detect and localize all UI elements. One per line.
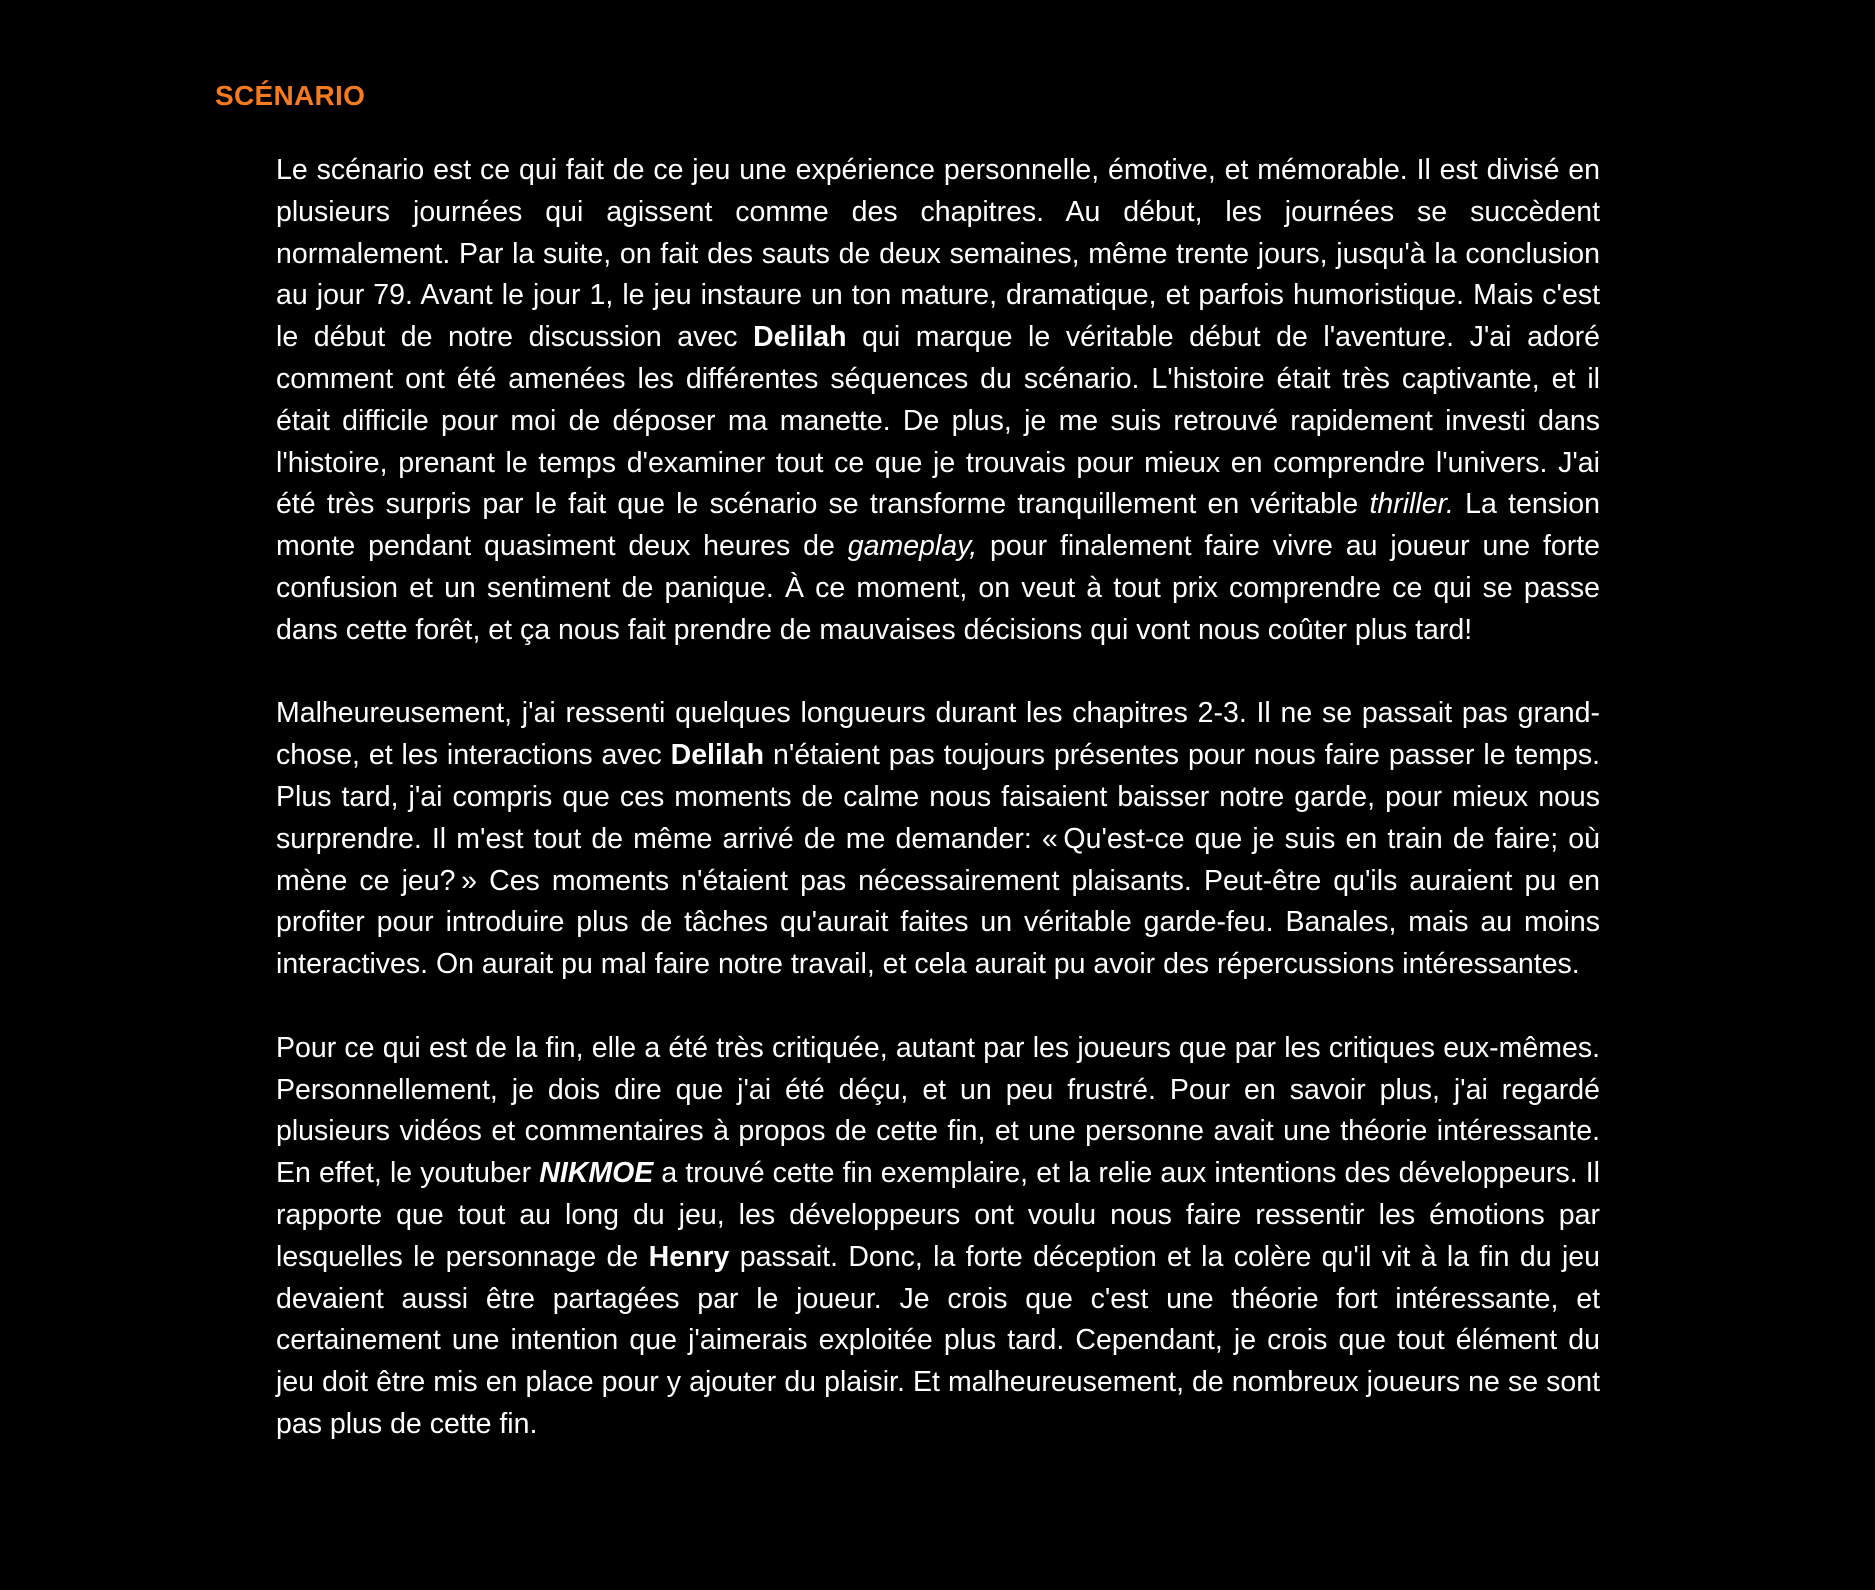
text-run: Malheureusement, j'ai ressenti quelques longueurs durant les chapitres 2-3. Il ne se passait pas grand-chose, et les interactions avec — [276, 697, 1600, 772]
youtuber-name: NIKMOE — [539, 1157, 654, 1190]
character-name-henry: Henry — [648, 1240, 730, 1273]
text-run: qui marque le véritable début de l'aventure. J'ai adoré comment ont été amenées les différentes séquences du scénario. L'histoire était très captivante, et il était difficile pour moi de déposer ma manette. De plus, je me suis retrouvé rapidement investi dans l'histoire, prenant le temps d'examiner tout ce que je trouvais pour mieux en comprendre l'univers. J'ai été très surpris par le fait que le scénario se transforme tranquillement en véritable — [276, 321, 1600, 521]
text-run: Le scénario est ce qui fait de ce jeu une expérience personnelle, émotive, et mémorable. Il est divisé en plusieurs journées qui agissent comme des chapitres. Au début, les journées se succèdent normalement. Par la suite, on fait des sauts de deux semaines, même trente jours, jusqu'à la conclusion au jour 79. Avant le jour 1, le jeu instaure un ton mature, dramatique, et parfois humoristique. Mais c'est le début de notre discussion avec — [276, 154, 1600, 354]
paragraph — [276, 693, 1600, 986]
character-name-delilah: Delilah — [753, 321, 847, 354]
article-body — [276, 150, 1600, 1488]
text-run: passait. Donc, la forte déception et la colère qu'il vit à la fin du jeu devaient aussi être partagées par le joueur. Je crois que c'est une théorie fort intéressante, et certainement une intention que j'aimerais exploitée plus tard. Cependant, je crois que tout élément du jeu doit être mis en place pour y ajouter du plaisir. Et malheureusement, de nombreux joueurs ne se sont pas plus de cette fin. — [276, 1240, 1600, 1440]
text-run: pour finalement faire vivre au joueur une forte confusion et un sentiment de panique. À ce moment, on veut à tout prix comprendre ce qui se passe dans cette forêt, et ça nous fait prendre de mauvaises décisions qui vont nous coûter plus tard! — [276, 530, 1600, 646]
text-run: Pour ce qui est de la fin, elle a été très critiquée, autant par les joueurs que par les critiques eux-mêmes. Personnellement, je dois dire que j'ai été déçu, et un peu frustré. Pour en savoir plus, j'ai regardé plusieurs vidéos et commentaires à propos de cette fin, et une personne avait une théorie intéressante. En effet, le youtuber — [276, 1031, 1600, 1190]
section-title: SCÉNARIO — [215, 80, 366, 111]
italic-term-thriller: thriller. — [1369, 488, 1454, 521]
paragraph — [276, 1028, 1600, 1446]
paragraph — [276, 150, 1600, 652]
character-name-delilah: Delilah — [670, 739, 765, 772]
text-run: n'étaient pas toujours présentes pour nous faire passer le temps. Plus tard, j'ai compris que ces moments de calme nous faisaient baisser notre garde, pour mieux nous surprendre. Il m'est tout de même arrivé de me demander: « Qu'est-ce que je suis en train de faire; où mène ce jeu? » Ces moments n'étaient pas nécessairement plaisants. Peut-être qu'ils auraient pu en profiter pour introduire plus de tâches qu'aurait faites un véritable garde-feu. Banales, mais au moins interactives. On aurait pu mal faire notre travail, et cela aurait pu avoir des répercussions intéressantes. — [276, 739, 1600, 981]
text-run: La tension monte pendant quasiment deux heures de — [276, 488, 1600, 563]
italic-term-gameplay: gameplay, — [847, 530, 978, 563]
text-run: a trouvé cette fin exemplaire, et la relie aux intentions des développeurs. Il rapporte que tout au long du jeu, les développeurs ont voulu nous faire ressentir les émotions par lesquelles le personnage de — [276, 1157, 1601, 1273]
